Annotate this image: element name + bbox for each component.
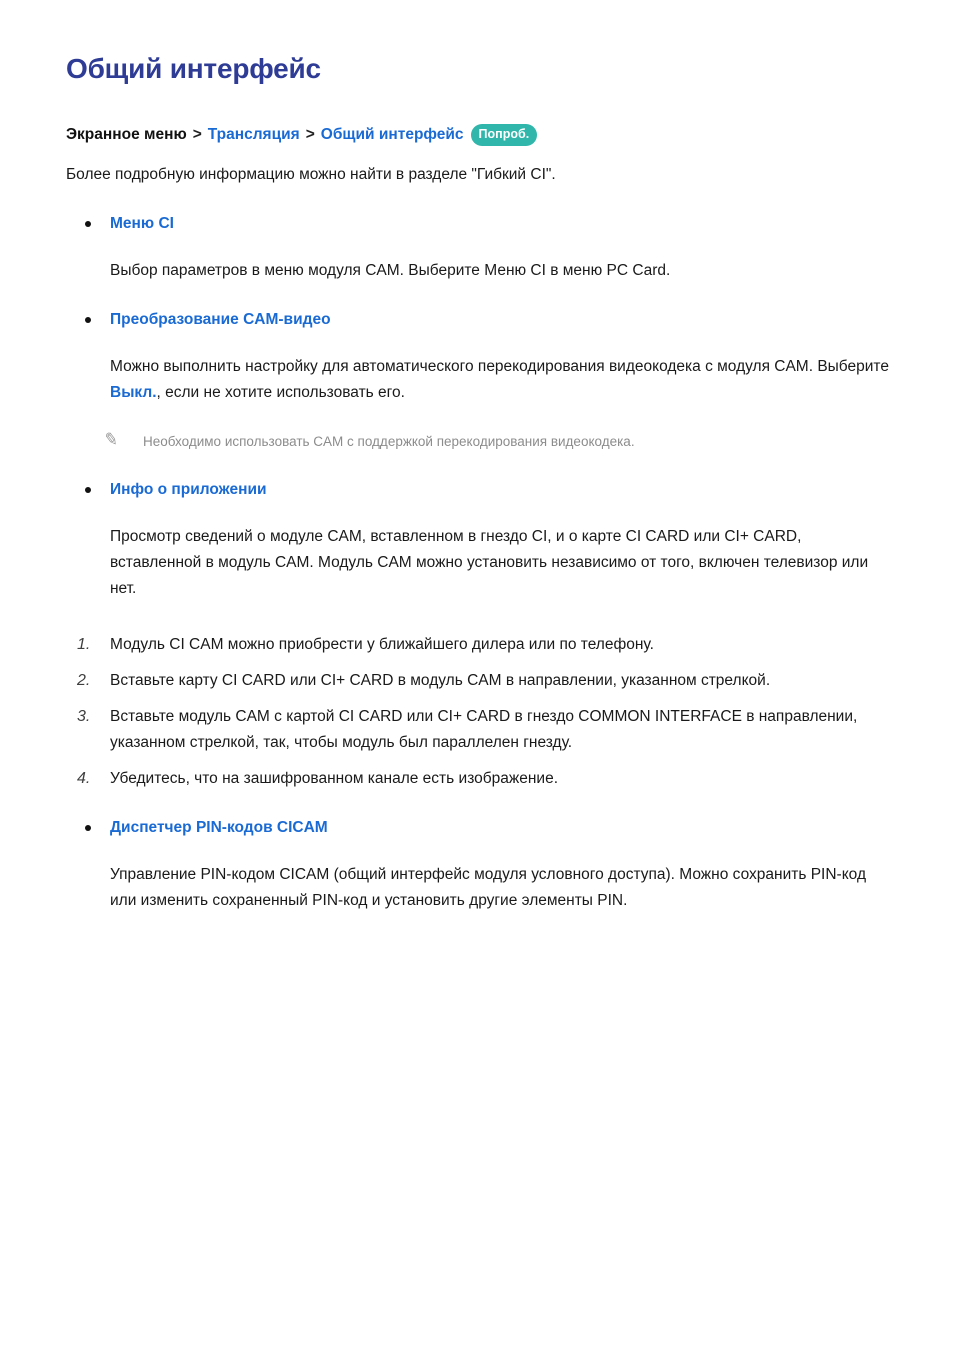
breadcrumb-separator: >	[192, 125, 202, 143]
cam-video-heading-label: Преобразование CAM-видео	[110, 310, 331, 328]
step-item-3	[66, 704, 896, 756]
pin-manager-heading	[66, 818, 896, 838]
section-pin-manager	[66, 818, 896, 914]
cam-video-body	[66, 354, 896, 406]
bullet-icon	[85, 487, 91, 493]
step-item-2	[66, 668, 896, 694]
bullet-icon	[85, 317, 91, 323]
note-text: Необходимо использовать CAM с поддержкой перекодирования видеокодека.	[143, 433, 635, 449]
app-info-heading	[66, 480, 896, 500]
breadcrumb-separator: >	[305, 125, 315, 143]
section-cam-video	[66, 310, 896, 452]
numbered-steps	[66, 632, 896, 792]
breadcrumb-root: Экранное меню	[66, 125, 187, 143]
breadcrumb-item-broadcasting[interactable]: Трансляция	[207, 125, 300, 143]
cam-video-body-suffix: , если не хотите использовать его.	[156, 383, 405, 401]
try-now-badge[interactable]: Попроб.	[471, 124, 538, 146]
step-item-4	[66, 766, 896, 792]
step-text: Модуль CI CAM можно приобрести у ближайшего дилера или по телефону.	[110, 635, 654, 653]
ci-menu-heading-label: Меню CI	[110, 214, 174, 232]
step-number: 1.	[77, 635, 91, 653]
ci-menu-body: Выбор параметров в меню модуля CAM. Выберите Меню CI в меню PC Card.	[110, 261, 671, 279]
note-line	[66, 428, 896, 452]
pin-manager-heading-label: Диспетчер PIN-кодов CICAM	[110, 818, 328, 836]
cam-video-heading	[66, 310, 896, 330]
intro-text: Более подробную информацию можно найти в разделе "Гибкий CI".	[66, 165, 556, 183]
off-option-label: Выкл.	[110, 383, 157, 401]
step-number: 3.	[77, 707, 91, 725]
pin-manager-body: Управление PIN-кодом CICAM (общий интерфейс модуля условного доступа). Можно сохранить PIN-код или изменить сохраненный PIN-код и установить другие элементы PIN.	[110, 865, 866, 909]
step-item-1	[66, 632, 896, 658]
section-ci-menu	[66, 214, 896, 284]
page-title: Общий интерфейс	[66, 53, 321, 84]
section-app-info	[66, 480, 896, 602]
ci-menu-heading	[66, 214, 896, 234]
pencil-icon: ✎	[102, 428, 120, 450]
app-info-body: Просмотр сведений о модуле CAM, вставленном в гнездо CI, и о карте CI CARD или CI+ CARD, вставленной в модуль CAM. Модуль CAM можно установить независимо от того, включен телевизор или нет.	[110, 527, 869, 597]
step-text: Убедитесь, что на зашифрованном канале есть изображение.	[110, 769, 558, 787]
step-number: 2.	[77, 671, 91, 689]
bullet-icon	[85, 221, 91, 227]
step-text: Вставьте модуль CAM с картой CI CARD или CI+ CARD в гнездо COMMON INTERFACE в направлении, указанном стрелкой, так, чтобы модуль был параллелен гнезду.	[110, 707, 858, 751]
step-text: Вставьте карту CI CARD или CI+ CARD в модуль CAM в направлении, указанном стрелкой.	[110, 671, 771, 689]
step-number: 4.	[77, 769, 91, 787]
breadcrumb	[66, 124, 896, 146]
cam-video-body-prefix: Можно выполнить настройку для автоматического перекодирования видеокодека с модуля CAM. Выберите	[110, 357, 889, 375]
bullet-icon	[85, 825, 91, 831]
breadcrumb-item-common-interface[interactable]: Общий интерфейс	[320, 125, 464, 143]
app-info-heading-label: Инфо о приложении	[110, 480, 267, 498]
